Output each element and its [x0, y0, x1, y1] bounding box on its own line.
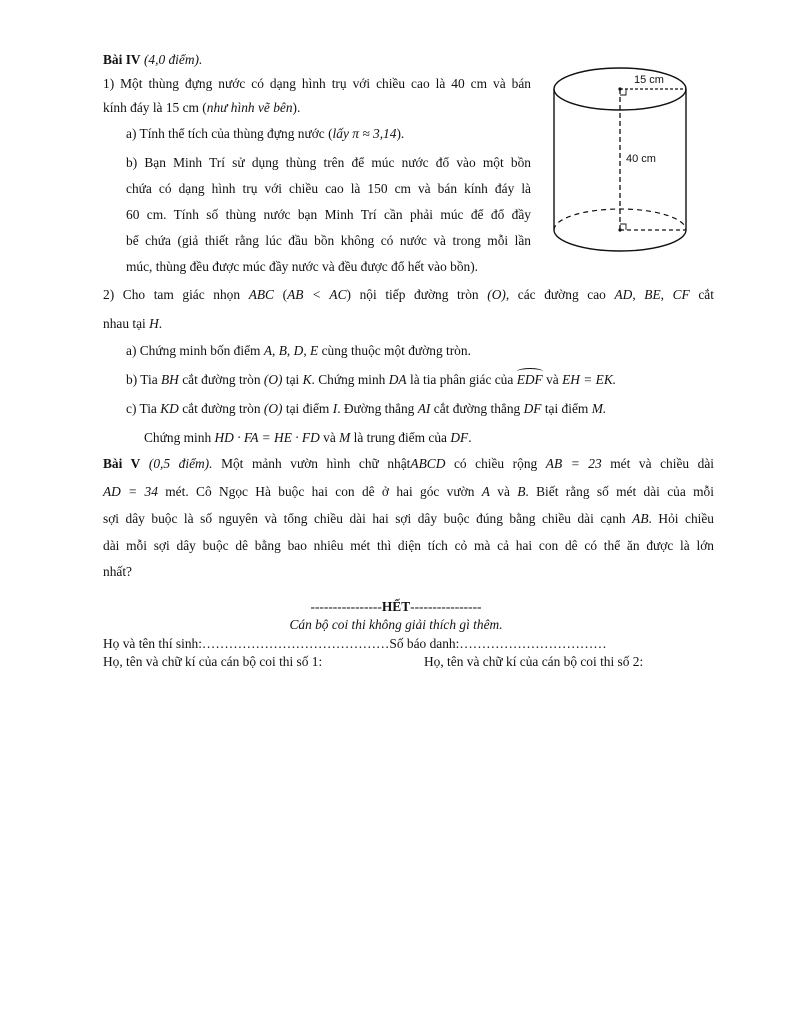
proctor-note: [0, 617, 792, 633]
p2-l1-m: cắt: [698, 287, 714, 302]
proctor-note-text: Cán bộ coi thi không giải thích gì thêm.: [289, 617, 503, 632]
p1b-line1: b) Bạn Minh Trí sử dụng thùng trên để múc nước đổ vào một bồn: [126, 155, 531, 170]
p2a-b: A: [263, 343, 273, 358]
bai5-l2-c: A: [481, 484, 490, 499]
bai5-line1: [103, 456, 714, 472]
p2-l1-h: AD: [614, 287, 633, 302]
p1-line2-a: kính đáy là 15 cm (: [103, 100, 207, 115]
p1-line2: [103, 100, 300, 116]
bai4-heading: Bài IV: [103, 52, 141, 67]
bai5-l1-b: ABCD: [410, 456, 446, 471]
p2-l1-e: ) nội tiếp đường tròn: [346, 287, 479, 302]
p2c-d: (O): [263, 401, 283, 416]
bai5-l1-a: Một mảnh vườn hình chữ nhật: [221, 456, 411, 471]
bai5-l2-b: mét. Cô Ngọc Hà buộc hai con dê ở hai góc vườn: [165, 484, 475, 499]
p2c2-c: và: [323, 430, 336, 445]
p2-l2-b: H: [149, 316, 159, 331]
p2c-i: cắt đường thẳng: [433, 401, 521, 416]
p2b-f: K: [302, 372, 312, 387]
p2-l1-l: CF: [672, 287, 690, 302]
bottom-center-dot: [618, 228, 621, 231]
p2-line2: [103, 316, 162, 332]
candidate-name-line: Họ và tên thí sinh:……………………………………Số báo danh:……………………………: [103, 636, 607, 651]
p2a-i: cùng thuộc một đường tròn.: [321, 343, 471, 358]
end-dashes-left: ----------------: [310, 599, 382, 614]
p1b-line4: bể chứa (giả thiết rằng lúc đầu bồn không có nước và trong mỗi lần: [126, 233, 531, 248]
p2a-g: ,: [303, 343, 307, 358]
p2-l1-f: (O): [487, 287, 506, 302]
p2b-h: DA: [388, 372, 407, 387]
p2-l1-d: AB < AC: [287, 287, 347, 302]
p2b-b: BH: [161, 372, 179, 387]
bai5-l2-a: AD = 34: [103, 484, 158, 499]
bai5-l2-f: . Biết rằng số mét dài của mỗi: [525, 484, 714, 499]
p2c2-e: là trung điểm của: [353, 430, 447, 445]
p2a-e: ,: [286, 343, 291, 358]
p1b-line5: múc, thùng đều được múc đầy nước và đều được đổ hết vào bồn).: [126, 259, 479, 274]
p1a-c: π ≈ 3,14: [352, 126, 397, 141]
p2a-line: [126, 343, 471, 359]
bai5-l2-d: và: [497, 484, 510, 499]
p2-l2-a: nhau tại: [103, 316, 146, 331]
height-label: 40 cm: [626, 153, 656, 165]
top-center-dot: [618, 87, 621, 90]
bai5-l1-c: có chiều rộng: [453, 456, 538, 471]
p2-l1-c: (: [282, 287, 288, 302]
p2b-g: . Chứng minh: [311, 372, 386, 387]
p1a-b: lấy: [332, 126, 349, 141]
p2c2-f: DF: [450, 430, 469, 445]
bai4-heading-line: [103, 52, 202, 68]
p1a-line: [126, 126, 404, 142]
proctor1-line: Họ, tên và chữ kí của cán bộ coi thi số 1:: [103, 654, 323, 669]
proctor2-line: Họ, tên và chữ kí của cán bộ coi thi số 2:: [424, 654, 644, 669]
p1b-line2: chứa có dạng hình trụ với chiều cao là 150 cm và bán kính đáy là: [126, 181, 531, 196]
p2a-h: E: [310, 343, 319, 358]
p2b-c: cắt đường tròn: [182, 372, 261, 387]
bai5-l3-a: sợi dây buộc là số nguyên và tổng chiều dài hai sợi dây buộc đúng bằng chiều dài cạnh: [103, 511, 626, 526]
p2a-f: D: [293, 343, 304, 358]
p2c2-b: HD · FA = HE · FD: [214, 430, 320, 445]
p2a-c: ,: [272, 343, 276, 358]
p1b-line3: 60 cm. Tính số thùng nước bạn Minh Trí cần phải múc để đổ đầy: [126, 207, 531, 222]
p2-l1-g: , các đường cao: [505, 287, 606, 302]
bai5-l2-e: B: [517, 484, 526, 499]
p2c-a: c) Tia: [126, 401, 157, 416]
p2-l1-a: 2) Cho tam giác nhọn: [103, 287, 241, 302]
p2c-j: DF: [523, 401, 542, 416]
p2c-f: I: [332, 401, 338, 416]
bai5-l1-d: AB = 23: [545, 456, 602, 471]
bai5-l3-c: . Hỏi chiều: [648, 511, 714, 526]
p2a-d: B: [278, 343, 287, 358]
p1a-a: a) Tính thể tích của thùng đựng nước (: [126, 126, 333, 141]
p2c2-a: Chứng minh: [144, 430, 212, 445]
p2c-line2: [144, 430, 472, 446]
p2b-line: [126, 372, 616, 388]
p2c-k: tại điểm: [544, 401, 589, 416]
cylinder-figure: [548, 60, 696, 260]
p1-line2-b: như hình vẽ bên: [206, 100, 293, 115]
angle-edf: EDF: [516, 372, 543, 387]
p2b-a: b) Tia: [126, 372, 158, 387]
p1-line1: 1) Một thùng đựng nước có dạng hình trụ với chiều cao là 40 cm và bán: [103, 76, 531, 91]
radius-label: 15 cm: [634, 74, 664, 86]
p2c-b: KD: [160, 401, 179, 416]
bai5-l3-b: AB: [632, 511, 649, 526]
bai5-points: (0,5 điểm).: [148, 456, 213, 471]
p2b-l: EH = EK.: [562, 372, 617, 387]
p2c2-d: M: [339, 430, 351, 445]
p2c-e: tại điểm: [285, 401, 330, 416]
bai5-heading: Bài V: [103, 456, 141, 471]
p2-l1-i: ,: [632, 287, 636, 302]
p2b-i: là tia phân giác của: [409, 372, 514, 387]
p2-l1-j: BE: [644, 287, 661, 302]
cylinder-bottom-front: [554, 230, 686, 251]
p2c-line1: [126, 401, 606, 417]
p2-line1: [103, 287, 714, 303]
p2c-l: M.: [591, 401, 607, 416]
end-dashes-right: ----------------: [410, 599, 482, 614]
p2-l1-k: ,: [660, 287, 664, 302]
end-word: HẾT: [381, 599, 411, 614]
p2c-g: . Đường thẳng: [337, 401, 415, 416]
p2b-e: tại: [285, 372, 300, 387]
end-marker: [0, 599, 792, 615]
p2a-a: a) Chứng minh bốn điểm: [126, 343, 261, 358]
bai5-line4: dài mỗi sợi dây buộc dê bằng bao nhiêu mét thì diện tích cỏ mà cả hai con dê có thể ăn được là lớn: [103, 538, 714, 553]
p1-line2-c: ).: [292, 100, 301, 115]
bai5-line3: [103, 511, 714, 527]
p2b-k: và: [546, 372, 559, 387]
p2-l1-b: ABC: [248, 287, 274, 302]
p2c-c: cắt đường tròn: [182, 401, 261, 416]
bai5-l1-e: mét và chiều dài: [610, 456, 715, 471]
bai5-line2: [103, 484, 714, 500]
p2c-h: AI: [417, 401, 431, 416]
bai5-line5: nhất?: [103, 564, 132, 579]
p2-l2-c: .: [158, 316, 163, 331]
p2c2-g: .: [468, 430, 472, 445]
p2b-d: (O): [263, 372, 283, 387]
p1a-d: ).: [396, 126, 405, 141]
bai4-points: (4,0 điểm).: [143, 52, 203, 67]
